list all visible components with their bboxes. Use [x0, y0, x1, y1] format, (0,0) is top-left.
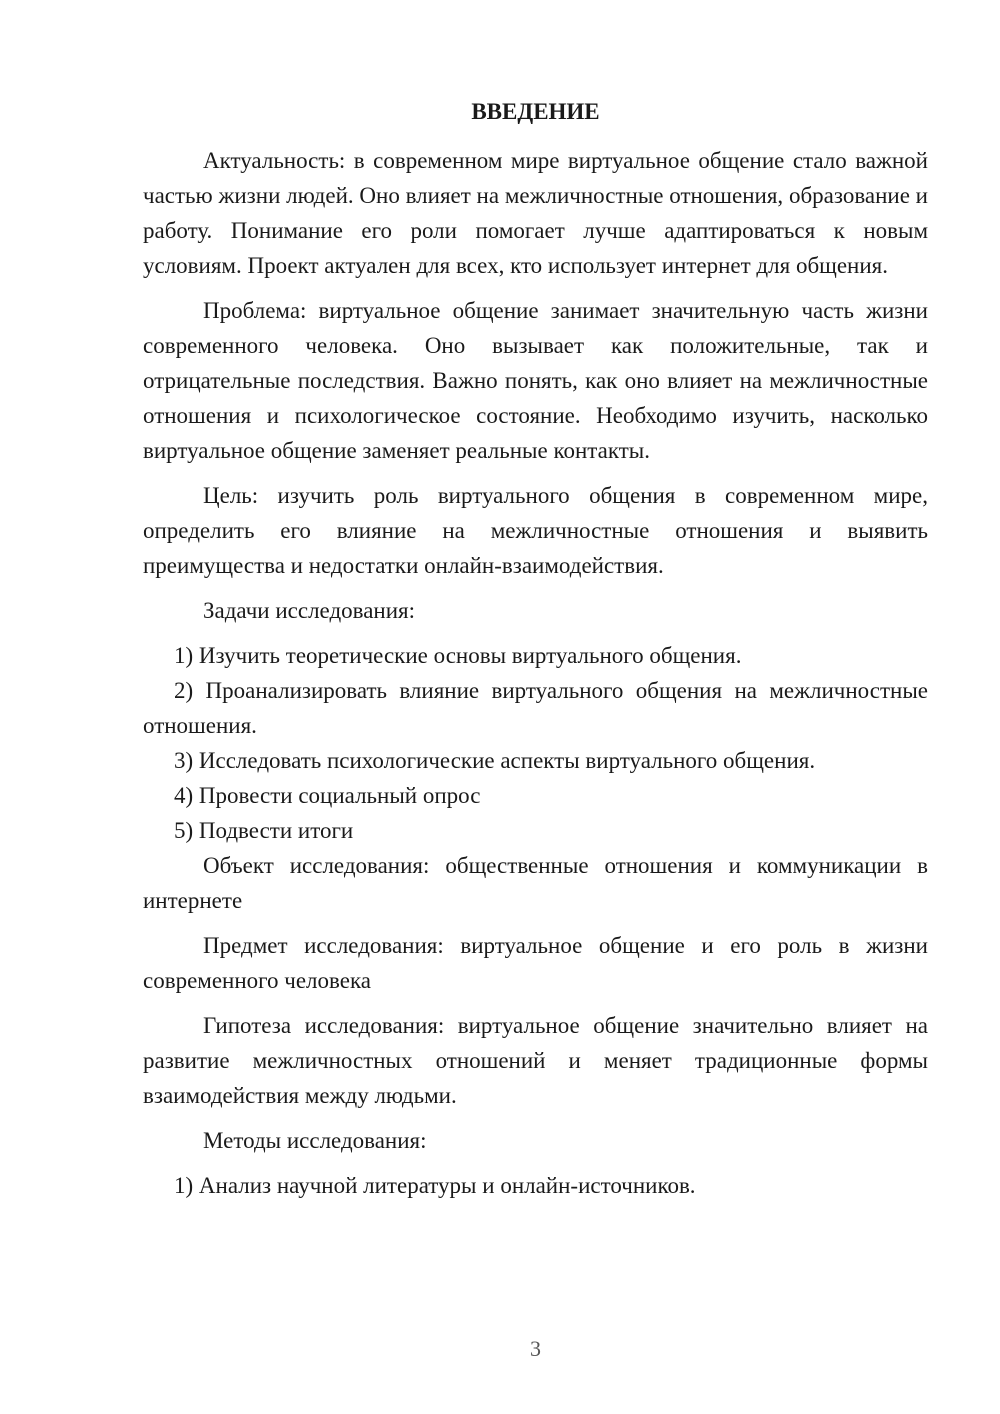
task-item: 1) Изучить теоретические основы виртуального общения.	[174, 643, 742, 668]
object-paragraph: Объект исследования: общественные отношения и коммуникации в интернете	[143, 853, 928, 913]
goal-paragraph: Цель: изучить роль виртуального общения в современном мире, определить его влияние на межличностные отношения и выявить преимущества и недостатки онлайн-взаимодействия.	[143, 483, 928, 578]
task-item: 4) Провести социальный опрос	[174, 783, 481, 808]
method-item: 1) Анализ научной литературы и онлайн-источников.	[174, 1173, 696, 1198]
problem-paragraph: Проблема: виртуальное общение занимает значительную часть жизни современного человека. Оно вызывает как положительные, так и отрицательные последствия. Важно понять, как оно влияет на межличностные отношения и психологическое состояние. Необходимо изучить, насколько виртуальное общение заменяет реальные контакты.	[143, 298, 928, 463]
subject-paragraph: Предмет исследования: виртуальное общение и его роль в жизни современного человека	[143, 933, 928, 993]
task-item: 3) Исследовать психологические аспекты виртуального общения.	[174, 748, 816, 773]
page-title: ВВЕДЕНИЕ	[471, 99, 600, 124]
tasks-heading: Задачи исследования:	[203, 598, 416, 623]
methods-heading: Методы исследования:	[203, 1128, 427, 1153]
document-body	[143, 143, 928, 1203]
task-item: 2) Проанализировать влияние виртуального общения на межличностные отношения.	[143, 678, 928, 738]
relevance-paragraph: Актуальность: в современном мире виртуальное общение стало важной частью жизни людей. Оно влияет на межличностные отношения, образование и работу. Понимание его роли помогает лучше адаптироваться к новым условиям. Проект актуален для всех, кто использует интернет для общения.	[143, 148, 928, 278]
page-number: 3	[530, 1336, 541, 1361]
task-item: 5) Подвести итоги	[174, 818, 354, 843]
hypothesis-paragraph: Гипотеза исследования: виртуальное общение значительно влияет на развитие межличностных отношений и меняет традиционные формы взаимодействия между людьми.	[143, 1013, 928, 1108]
